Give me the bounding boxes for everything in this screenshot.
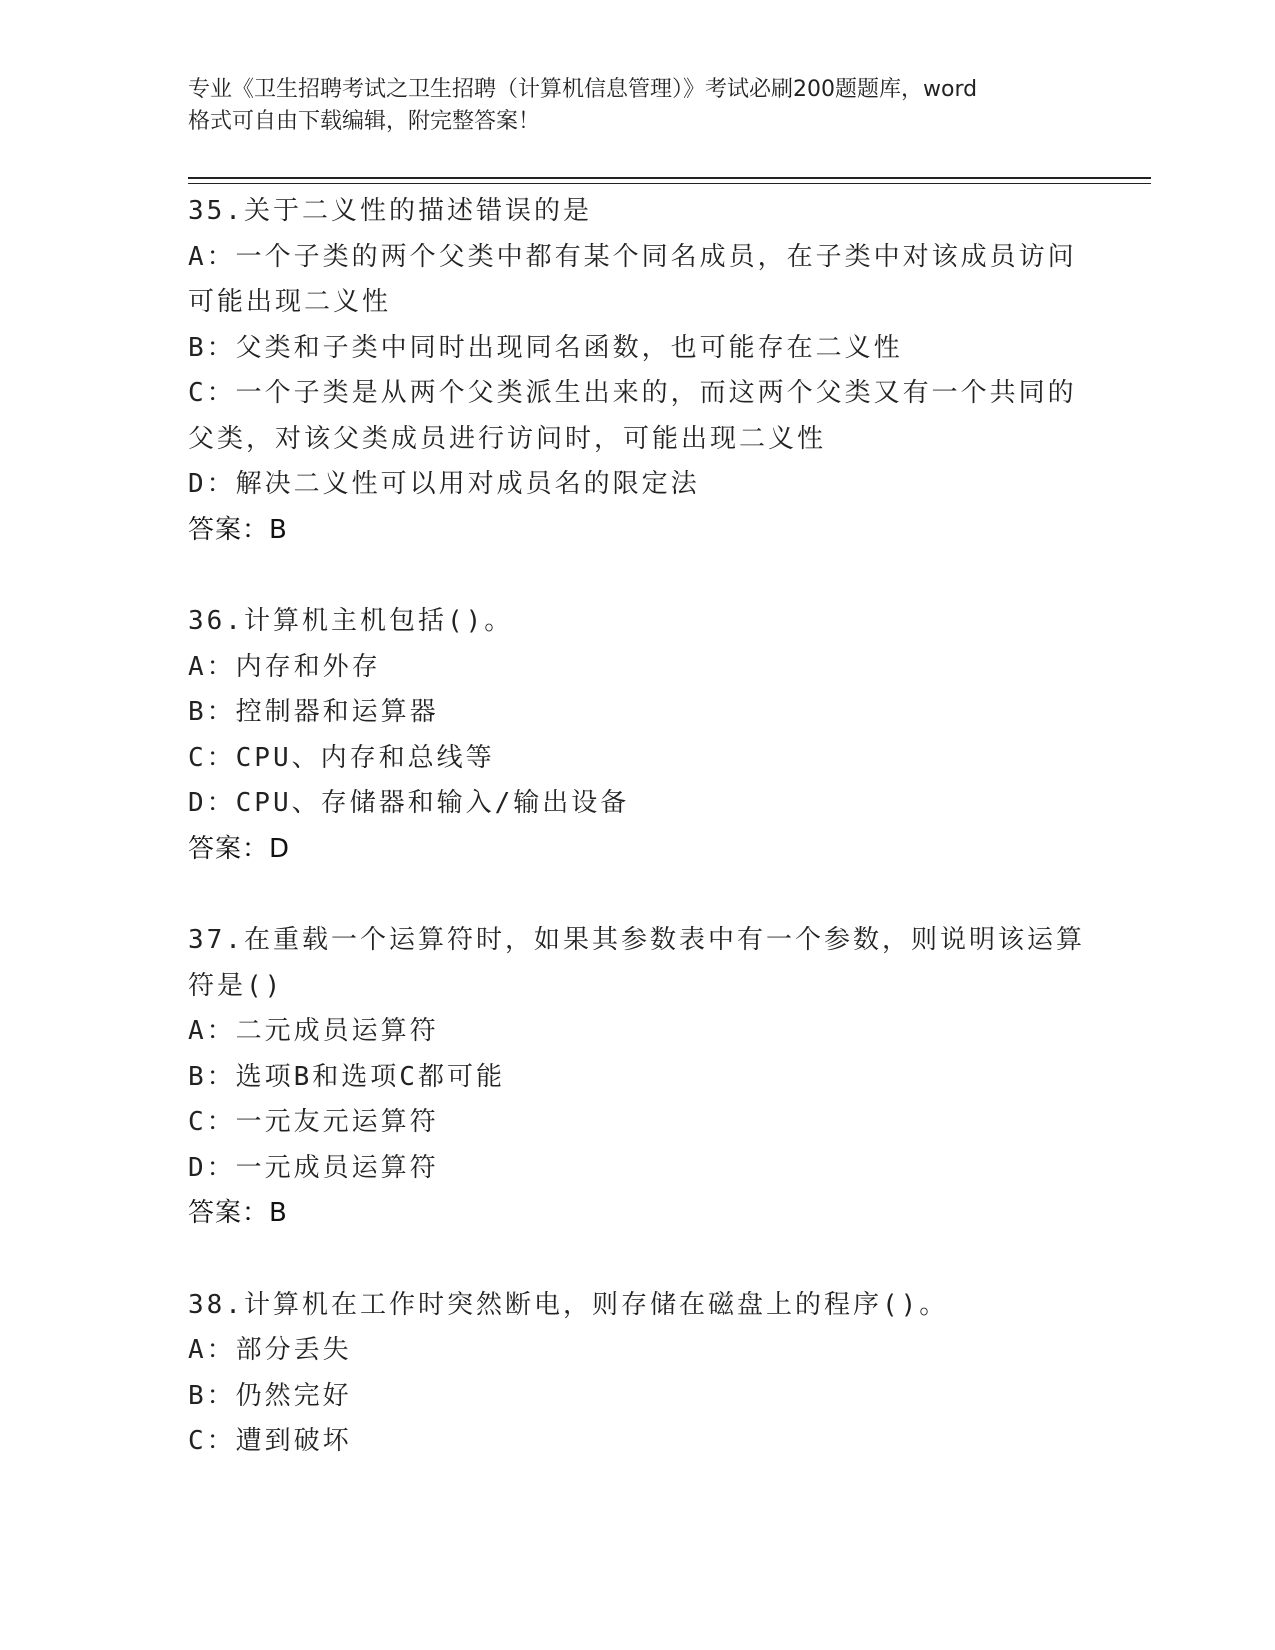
question-stem: 符是() xyxy=(188,970,284,1001)
header-line-2: 格式可自由下载编辑，附完整答案！ xyxy=(188,109,541,134)
answer-option: C：一个子类是从两个父类派生出来的，而这两个父类又有一个共同的 xyxy=(188,378,1077,408)
question-list xyxy=(188,189,1088,1511)
answer-option: D：解决二义性可以用对成员名的限定法 xyxy=(188,469,700,499)
question-stem: 37.在重载一个运算符时，如果其参数表中有一个参数，则说明该运算 xyxy=(188,925,1085,955)
answer-option: C：CPU、内存和总线等 xyxy=(188,742,495,773)
answer-key: 答案：B xyxy=(188,514,288,545)
answer-option: A：二元成员运算符 xyxy=(188,1016,439,1046)
answer-option: 可能出现二义性 xyxy=(188,287,392,317)
question-block xyxy=(188,918,1088,1237)
question-stem: 38.计算机在工作时突然断电，则存储在磁盘上的程序()。 xyxy=(188,1289,949,1320)
answer-key: 答案：B xyxy=(188,1198,288,1228)
question-stem: 36.计算机主机包括()。 xyxy=(188,606,514,636)
answer-option: 父类，对该父类成员进行访问时，可能出现二义性 xyxy=(188,423,827,454)
answer-option: B：控制器和运算器 xyxy=(188,697,439,727)
answer-option: C：一元友元运算符 xyxy=(188,1107,439,1137)
document-header xyxy=(188,74,1088,138)
question-block xyxy=(188,1283,1088,1465)
question-stem: 35.关于二义性的描述错误的是 xyxy=(188,196,592,226)
question-block xyxy=(188,599,1088,872)
answer-option: D：CPU、存储器和输入/输出设备 xyxy=(188,788,630,818)
answer-option: D：一元成员运算符 xyxy=(188,1152,439,1183)
answer-option: A：一个子类的两个父类中都有某个同名成员，在子类中对该成员访问 xyxy=(188,241,1077,272)
answer-option: B：选项B和选项C都可能 xyxy=(188,1061,505,1092)
header-line-1: 专业《卫生招聘考试之卫生招聘（计算机信息管理）》考试必刷200题题库，word xyxy=(188,77,978,102)
answer-option: A：部分丢失 xyxy=(188,1335,352,1365)
answer-option: B：仍然完好 xyxy=(188,1380,352,1411)
answer-key: 答案：D xyxy=(188,833,291,864)
answer-option: C：遭到破坏 xyxy=(188,1426,352,1456)
header-divider-thin xyxy=(188,183,1151,184)
answer-option: B：父类和子类中同时出现同名函数，也可能存在二义性 xyxy=(188,332,903,363)
header-divider-thick xyxy=(188,177,1151,179)
answer-option: A：内存和外存 xyxy=(188,651,381,682)
question-block xyxy=(188,189,1088,553)
